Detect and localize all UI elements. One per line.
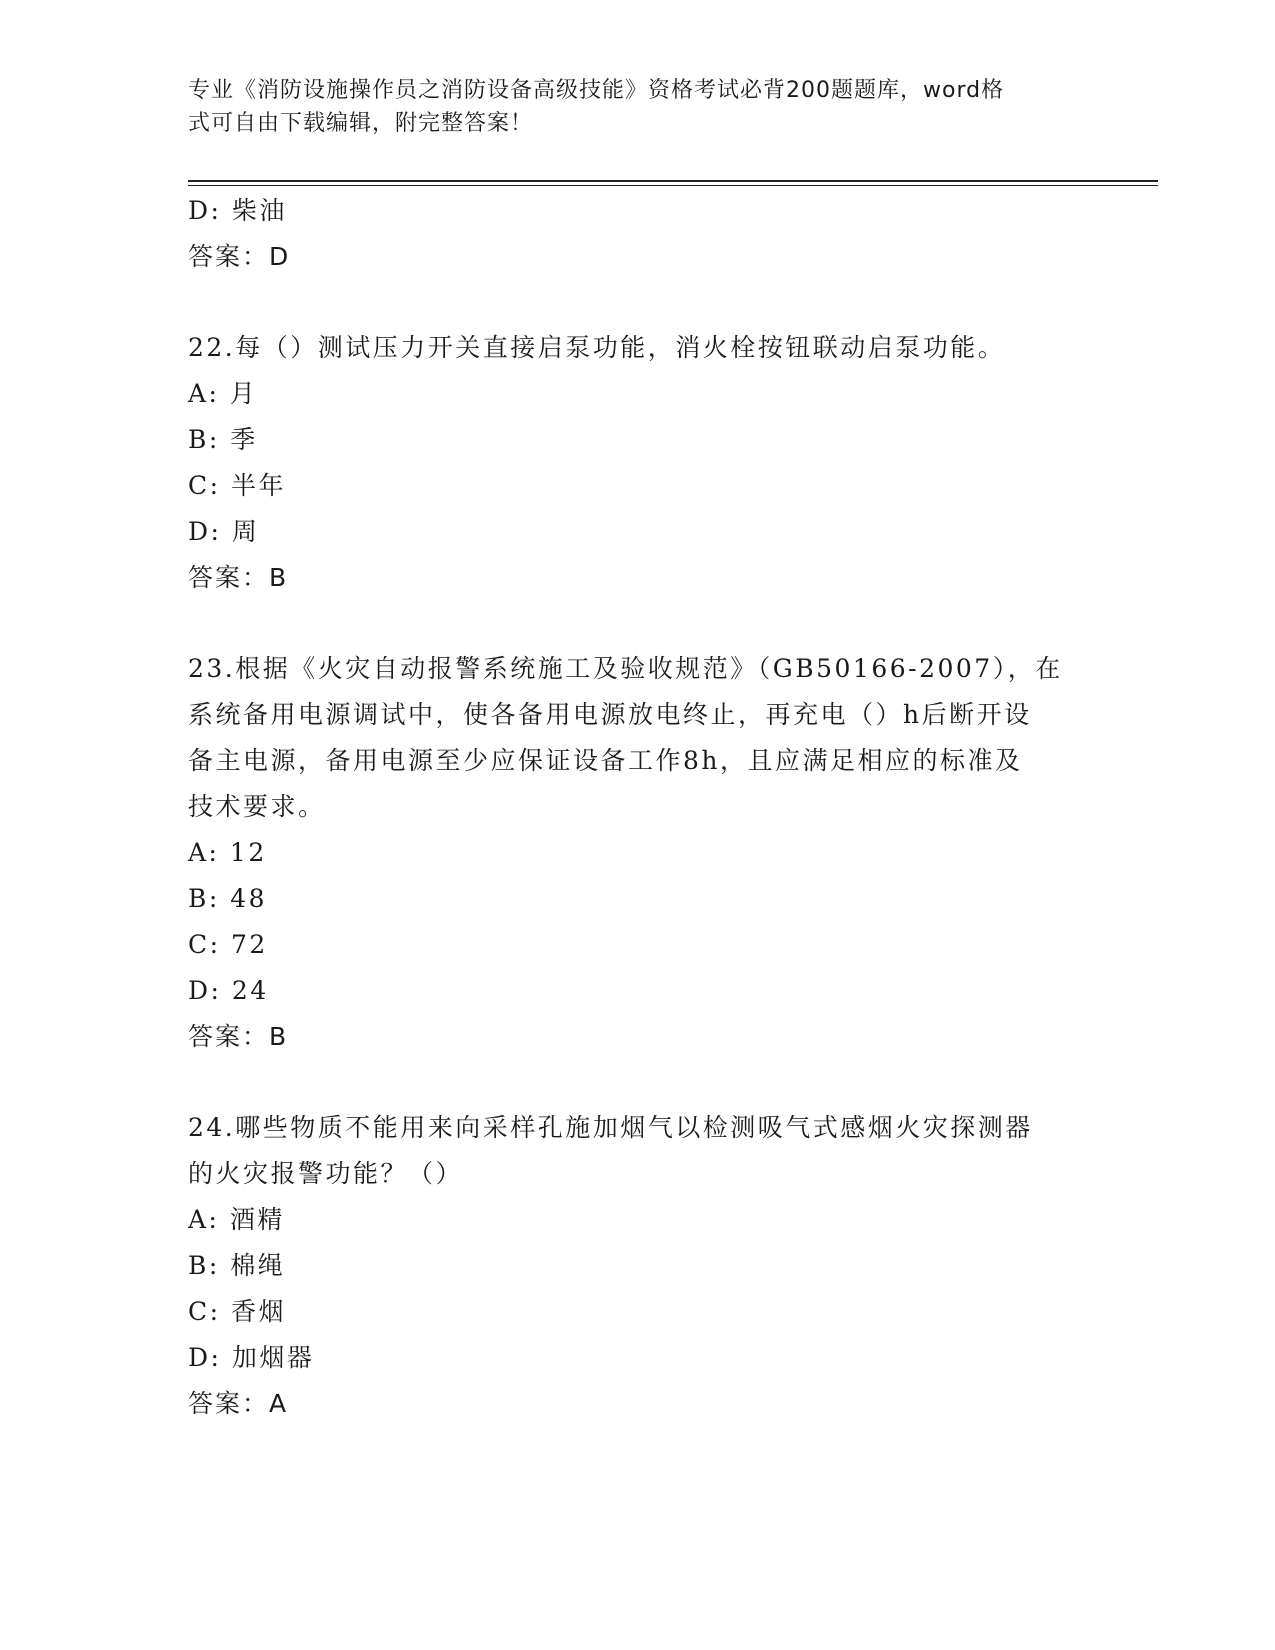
question-stem-line-1: 24.哪些物质不能用来向采样孔施加烟气以检测吸气式感烟火灾探测器 <box>188 1113 1033 1142</box>
header-line-1: 专业《消防设施操作员之消防设备高级技能》资格考试必背200题题库，word格 <box>188 78 1005 103</box>
option-a: A: 月 <box>188 379 258 408</box>
option-a: A: 12 <box>188 838 267 867</box>
option-d: D: 24 <box>188 976 269 1005</box>
question-stem-line-1: 23.根据《火灾自动报警系统施工及验收规范》（GB50166-2007），在 <box>188 654 1063 683</box>
header-divider-thick <box>188 180 1158 182</box>
option-c: C: 半年 <box>188 471 286 500</box>
option-b: B: 季 <box>188 425 258 454</box>
question-stem-line-3: 备主电源，备用电源至少应保证设备工作8h，且应满足相应的标准及 <box>188 746 1023 775</box>
option-b: B: 48 <box>188 884 268 913</box>
option-d: D: 周 <box>188 517 260 546</box>
header-divider-thin <box>188 185 1158 186</box>
answer-line: 答案：B <box>188 1022 289 1051</box>
question-23 <box>188 646 1088 1060</box>
question-stem-line-2: 的火灾报警功能？（） <box>188 1159 464 1188</box>
answer-line: 答案：A <box>188 1389 289 1418</box>
answer-line: 答案：B <box>188 563 289 592</box>
option-b: B: 棉绳 <box>188 1251 286 1280</box>
question-stem: 22.每（）测试压力开关直接启泵功能，消火栓按钮联动启泵功能。 <box>188 333 1006 362</box>
question-22 <box>188 325 1088 601</box>
option-c: C: 香烟 <box>188 1297 286 1326</box>
document-header <box>188 74 1088 140</box>
option-c: C: 72 <box>188 930 268 959</box>
option-a: A: 酒精 <box>188 1205 285 1234</box>
option-d: D: 柴油 <box>188 196 287 225</box>
question-stem-line-2: 系统备用电源调试中，使各备用电源放电终止，再充电（）h后断开设 <box>188 700 1032 729</box>
document-body <box>188 188 1088 1427</box>
option-d: D: 加烟器 <box>188 1343 315 1372</box>
continued-question <box>188 188 1088 280</box>
header-line-2: 式可自由下载编辑，附完整答案！ <box>188 111 534 136</box>
question-24 <box>188 1105 1088 1427</box>
answer-line: 答案：D <box>188 242 291 271</box>
question-stem-line-4: 技术要求。 <box>188 792 326 821</box>
